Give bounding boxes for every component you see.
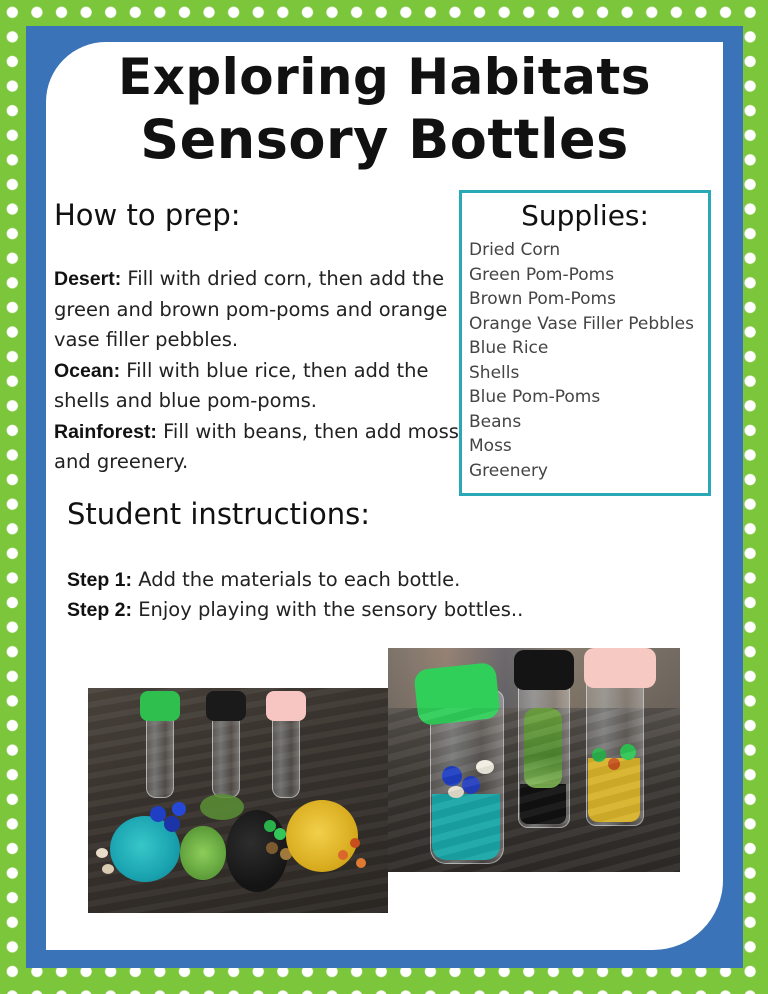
blue-pom — [164, 816, 180, 832]
filled-bottles-photo — [388, 648, 680, 872]
title-line-1: Exploring Habitats — [117, 48, 652, 106]
cap-black — [206, 691, 246, 721]
cap-green — [413, 662, 500, 726]
ocean-bottle — [430, 690, 504, 864]
prep-text: Fill with blue rice, then add the shells and blue pom-poms. — [54, 358, 429, 412]
blue-pom — [150, 806, 166, 822]
list-item: Blue Pom-Poms — [469, 387, 601, 407]
green-pom — [620, 744, 636, 760]
list-item: Orange Vase Filler Pebbles — [469, 313, 694, 334]
prep-text: Fill with dried corn, then add the green and brown pom-poms and orange vase filler pebbles. — [54, 267, 448, 351]
list-item: Blue Rice — [469, 338, 549, 358]
student-heading: Student instructions: — [67, 497, 370, 531]
step-text: Add the materials to each bottle. — [132, 568, 461, 591]
orange-pebble — [356, 858, 366, 868]
step-1 — [67, 565, 687, 595]
dried-corn — [588, 758, 640, 822]
shell — [448, 786, 464, 798]
list-item: Greenery — [469, 460, 548, 481]
beans-pile — [226, 810, 288, 892]
step-label: Step 2: — [67, 599, 133, 621]
blue-rice — [432, 794, 500, 860]
corn-pile — [286, 800, 358, 872]
prep-text: Fill with beans, then add moss and greenery. — [54, 419, 459, 473]
rainforest-bottle — [518, 678, 570, 828]
moss-pile — [180, 826, 226, 880]
cap-black — [514, 650, 574, 690]
blue-pom — [172, 802, 186, 816]
green-pom — [592, 748, 606, 762]
shell — [476, 760, 494, 774]
supplies-box — [459, 190, 711, 496]
list-item: Beans — [469, 411, 522, 432]
prep-item-ocean — [54, 356, 462, 417]
prep-item-rainforest — [54, 417, 462, 478]
step-text: Enjoy playing with the sensory bottles.. — [132, 598, 524, 621]
blue-pom — [462, 776, 480, 794]
supplies-heading: Supplies: — [521, 199, 649, 232]
prep-item-desert — [54, 264, 462, 356]
list-item: Moss — [469, 436, 512, 456]
shell — [102, 864, 114, 874]
prep-label: Ocean: — [54, 359, 121, 382]
title-line-2: Sensory Bottles — [140, 108, 629, 171]
cap-pink — [584, 648, 656, 688]
cap-pink — [266, 691, 306, 721]
prep-label: Desert: — [54, 268, 122, 290]
orange-pebble — [608, 758, 620, 770]
cap-green — [140, 691, 180, 721]
supplies-list — [462, 238, 708, 483]
blue-pom — [442, 766, 462, 786]
list-item: Green Pom-Poms — [469, 264, 615, 285]
prep-heading: How to prep: — [54, 198, 241, 232]
orange-pebble — [350, 838, 360, 848]
prep-label: Rainforest: — [54, 420, 157, 443]
beans — [520, 784, 566, 824]
step-label: Step 1: — [67, 569, 133, 591]
green-pom — [274, 828, 286, 840]
list-item: Shells — [469, 362, 520, 383]
moss-greenery — [524, 708, 562, 788]
orange-pebble — [338, 850, 348, 860]
brown-pom — [266, 842, 278, 854]
prep-instructions — [54, 264, 462, 478]
materials-photo — [88, 688, 388, 913]
desert-bottle — [586, 678, 644, 826]
greenery — [200, 794, 244, 820]
list-item: Dried Corn — [469, 240, 561, 260]
step-2 — [67, 595, 687, 625]
shell — [96, 848, 108, 858]
student-steps — [67, 565, 687, 625]
list-item: Brown Pom-Poms — [469, 289, 616, 309]
